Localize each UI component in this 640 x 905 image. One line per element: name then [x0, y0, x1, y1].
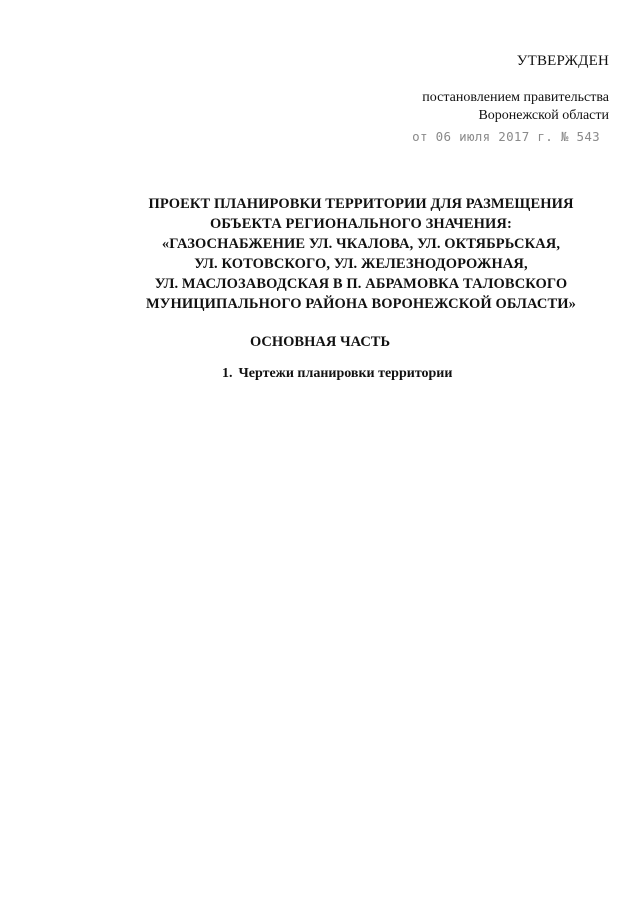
approval-block: [412, 52, 609, 146]
title-line: МУНИЦИПАЛЬНОГО РАЙОНА ВОРОНЕЖСКОЙ ОБЛАСТИ»: [146, 296, 576, 312]
approval-date-number: от 06 июля 2017 г. № 543: [412, 129, 600, 144]
section-item-number: 1.: [222, 366, 233, 381]
approval-region-line: Воронежской области: [478, 108, 609, 123]
title-line: ПРОЕКТ ПЛАНИРОВКИ ТЕРРИТОРИИ ДЛЯ РАЗМЕЩЕНИЯ: [148, 196, 574, 212]
title-line: «ГАЗОСНАБЖЕНИЕ УЛ. ЧКАЛОВА, УЛ. ОКТЯБРЬСКАЯ,: [161, 236, 561, 252]
title-line: ОБЪЕКТА РЕГИОНАЛЬНОГО ЗНАЧЕНИЯ:: [210, 216, 512, 232]
approval-decree-line: постановлением правительства: [422, 90, 609, 105]
section-list-item: [222, 364, 452, 384]
document-title: [96, 194, 626, 314]
title-line: УЛ. МАСЛОЗАВОДСКАЯ В П. АБРАМОВКА ТАЛОВСКОГО: [154, 276, 568, 292]
section-item-text: Чертежи планировки территории: [238, 366, 453, 381]
approved-label: УТВЕРЖДЕН: [516, 53, 609, 69]
section-heading: ОСНОВНАЯ ЧАСТЬ: [249, 334, 391, 350]
title-line: УЛ. КОТОВСКОГО, УЛ. ЖЕЛЕЗНОДОРОЖНАЯ,: [194, 256, 528, 272]
